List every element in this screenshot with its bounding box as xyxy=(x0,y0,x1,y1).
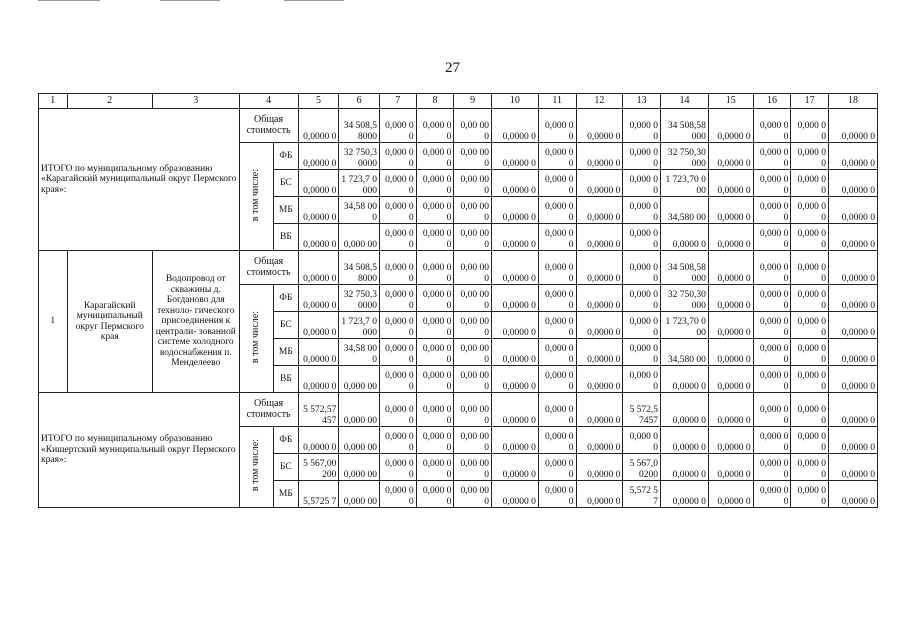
value-cell: 0,000 00 xyxy=(380,224,417,251)
value-cell: 0,000 00 xyxy=(623,285,661,312)
value-cell: 0,000 00 xyxy=(753,197,791,224)
row-name-source: ФБ xyxy=(274,427,298,454)
value-cell: 0,0000 0 xyxy=(829,251,878,285)
value-cell: 0,0000 0 xyxy=(829,170,878,197)
column-header: 14 xyxy=(661,94,709,109)
value-cell: 0,000 00 xyxy=(380,285,417,312)
value-cell: 0,0000 0 xyxy=(492,251,539,285)
value-cell: 0,000 00 xyxy=(538,366,576,393)
item-index: 1 xyxy=(39,251,68,393)
value-cell: 0,000 00 xyxy=(538,454,576,481)
value-cell: 0,000 00 xyxy=(339,481,380,508)
value-cell: 0,0000 0 xyxy=(492,143,539,170)
including-label xyxy=(239,427,274,508)
value-cell: 0,000 00 xyxy=(380,109,417,143)
value-cell: 0,0000 0 xyxy=(829,312,878,339)
value-cell: 0,0000 0 xyxy=(661,393,709,427)
value-cell: 0,000 00 xyxy=(791,312,829,339)
value-cell: 0,0000 0 xyxy=(576,197,623,224)
top-rule xyxy=(38,0,100,1)
value-cell: 0,000 00 xyxy=(753,109,791,143)
value-cell: 0,0000 0 xyxy=(829,285,878,312)
value-cell: 1 723,70 000 xyxy=(661,170,709,197)
table-row xyxy=(39,109,878,143)
value-cell: 0,0000 0 xyxy=(492,339,539,366)
value-cell: 0,0000 0 xyxy=(492,224,539,251)
value-cell: 0,000 00 xyxy=(791,393,829,427)
value-cell: 0,000 00 xyxy=(753,285,791,312)
value-cell: 0,000 00 xyxy=(753,251,791,285)
value-cell: 34 508,5 8000 xyxy=(339,109,380,143)
value-cell: 0,000 00 xyxy=(753,366,791,393)
value-cell: 0,000 00 xyxy=(538,143,576,170)
value-cell: 0,00 000 xyxy=(454,312,492,339)
value-cell: 0,000 00 xyxy=(416,109,454,143)
column-header: 18 xyxy=(829,94,878,109)
column-header: 8 xyxy=(416,94,454,109)
column-header: 5 xyxy=(298,94,339,109)
value-cell: 5 572,5 7457 xyxy=(623,393,661,427)
value-cell: 0,000 00 xyxy=(538,251,576,285)
value-cell: 0,0000 0 xyxy=(576,339,623,366)
value-cell: 0,000 00 xyxy=(623,224,661,251)
value-cell: 0,000 00 xyxy=(791,285,829,312)
row-name-source: БС xyxy=(274,170,298,197)
value-cell: 0,000 00 xyxy=(416,366,454,393)
value-cell: 0,0000 0 xyxy=(708,339,753,366)
value-cell: 0,000 00 xyxy=(791,339,829,366)
column-header: 13 xyxy=(623,94,661,109)
value-cell: 0,000 00 xyxy=(538,393,576,427)
value-cell: 0,000 00 xyxy=(380,427,417,454)
top-rule xyxy=(160,0,220,1)
value-cell: 0,00 000 xyxy=(454,366,492,393)
value-cell: 0,0000 0 xyxy=(576,312,623,339)
row-name-total: Общая стоимость xyxy=(239,393,298,427)
municipality-name: Карагайский муниципальный округ Пермского края xyxy=(67,251,153,393)
value-cell: 0,000 00 xyxy=(538,224,576,251)
value-cell: 0,000 00 xyxy=(623,339,661,366)
row-name-source: МБ xyxy=(274,481,298,508)
column-header: 15 xyxy=(708,94,753,109)
value-cell: 0,000 00 xyxy=(753,427,791,454)
row-name-source: БС xyxy=(274,312,298,339)
value-cell: 0,0000 0 xyxy=(661,454,709,481)
value-cell: 0,000 00 xyxy=(753,393,791,427)
value-cell: 0,000 00 xyxy=(753,224,791,251)
budget-table xyxy=(38,93,878,508)
value-cell: 0,000 00 xyxy=(623,251,661,285)
column-header: 9 xyxy=(454,94,492,109)
value-cell: 32 750,30 000 xyxy=(661,143,709,170)
value-cell: 0,0000 0 xyxy=(298,197,339,224)
value-cell: 0,00 000 xyxy=(454,285,492,312)
value-cell: 0,000 00 xyxy=(538,339,576,366)
value-cell: 0,000 00 xyxy=(753,454,791,481)
value-cell: 0,0000 0 xyxy=(829,339,878,366)
row-name-source: ФБ xyxy=(274,285,298,312)
value-cell: 0,0000 0 xyxy=(492,109,539,143)
value-cell: 0,0000 0 xyxy=(298,251,339,285)
value-cell: 0,000 00 xyxy=(538,285,576,312)
top-rule xyxy=(284,0,344,1)
value-cell: 0,0000 0 xyxy=(829,454,878,481)
value-cell: 0,0000 0 xyxy=(298,366,339,393)
value-cell: 0,0000 0 xyxy=(492,197,539,224)
value-cell: 34,58 000 xyxy=(339,197,380,224)
value-cell: 0,0000 0 xyxy=(829,197,878,224)
value-cell: 0,000 00 xyxy=(380,170,417,197)
value-cell: 0,0000 0 xyxy=(661,366,709,393)
value-cell: 1 723,7 0000 xyxy=(339,170,380,197)
value-cell: 0,00 000 xyxy=(454,197,492,224)
value-cell: 5 572,57 457 xyxy=(298,393,339,427)
value-cell: 0,000 00 xyxy=(538,170,576,197)
value-cell: 0,0000 0 xyxy=(661,481,709,508)
value-cell: 0,000 00 xyxy=(380,197,417,224)
value-cell: 0,0000 0 xyxy=(576,366,623,393)
value-cell: 0,0000 0 xyxy=(298,339,339,366)
value-cell: 0,000 00 xyxy=(791,454,829,481)
value-cell: 0,00 000 xyxy=(454,393,492,427)
value-cell: 0,0000 0 xyxy=(576,109,623,143)
value-cell: 0,0000 0 xyxy=(708,312,753,339)
value-cell: 0,000 00 xyxy=(791,109,829,143)
value-cell: 0,0000 0 xyxy=(708,366,753,393)
value-cell: 34 508,58 000 xyxy=(661,109,709,143)
column-header: 12 xyxy=(576,94,623,109)
row-name-total: Общая стоимость xyxy=(239,109,298,143)
value-cell: 0,0000 0 xyxy=(708,393,753,427)
value-cell: 0,000 00 xyxy=(416,143,454,170)
row-name-source: МБ xyxy=(274,339,298,366)
value-cell: 0,0000 0 xyxy=(829,224,878,251)
value-cell: 0,000 00 xyxy=(416,312,454,339)
value-cell: 0,00 000 xyxy=(454,427,492,454)
row-name-source: ВБ xyxy=(274,224,298,251)
value-cell: 0,0000 0 xyxy=(492,366,539,393)
page-number: 27 xyxy=(445,60,460,76)
value-cell: 0,0000 0 xyxy=(492,481,539,508)
value-cell: 0,0000 0 xyxy=(576,454,623,481)
value-cell: 0,000 00 xyxy=(623,197,661,224)
value-cell: 0,000 00 xyxy=(753,143,791,170)
value-cell: 34 508,58 000 xyxy=(661,251,709,285)
value-cell: 0,0000 0 xyxy=(576,170,623,197)
value-cell: 0,000 00 xyxy=(339,224,380,251)
value-cell: 5,572 57 xyxy=(623,481,661,508)
value-cell: 0,000 00 xyxy=(623,170,661,197)
value-cell: 0,0000 0 xyxy=(708,481,753,508)
value-cell: 0,0000 0 xyxy=(829,109,878,143)
column-header: 2 xyxy=(67,94,153,109)
table-row xyxy=(39,251,878,285)
column-header: 6 xyxy=(339,94,380,109)
value-cell: 0,0000 0 xyxy=(708,197,753,224)
value-cell: 0,000 00 xyxy=(623,312,661,339)
value-cell: 0,0000 0 xyxy=(576,393,623,427)
value-cell: 0,000 00 xyxy=(416,339,454,366)
value-cell: 0,0000 0 xyxy=(829,393,878,427)
value-cell: 0,0000 0 xyxy=(576,481,623,508)
row-name-source: МБ xyxy=(274,197,298,224)
value-cell: 0,000 00 xyxy=(416,170,454,197)
column-header: 17 xyxy=(791,94,829,109)
value-cell: 0,000 00 xyxy=(753,170,791,197)
value-cell: 0,0000 0 xyxy=(298,170,339,197)
value-cell: 0,000 00 xyxy=(791,481,829,508)
value-cell: 0,000 00 xyxy=(416,197,454,224)
row-name-source: БС xyxy=(274,454,298,481)
value-cell: 0,000 00 xyxy=(753,339,791,366)
value-cell: 0,000 00 xyxy=(538,197,576,224)
value-cell: 0,000 00 xyxy=(538,312,576,339)
value-cell: 0,000 00 xyxy=(416,224,454,251)
value-cell: 0,0000 0 xyxy=(492,170,539,197)
value-cell: 0,0000 0 xyxy=(708,427,753,454)
value-cell: 0,0000 0 xyxy=(298,312,339,339)
value-cell: 0,000 00 xyxy=(623,427,661,454)
value-cell: 1 723,7 0000 xyxy=(339,312,380,339)
value-cell: 0,00 000 xyxy=(454,224,492,251)
value-cell: 0,0000 0 xyxy=(829,427,878,454)
group-total-label: ИТОГО по муниципальному образованию «Кишертский муниципальный округ Пермского края»: xyxy=(39,393,240,508)
value-cell: 0,000 00 xyxy=(416,481,454,508)
including-label xyxy=(239,285,274,393)
value-cell: 0,000 00 xyxy=(753,312,791,339)
value-cell: 0,000 00 xyxy=(339,366,380,393)
value-cell: 0,0000 0 xyxy=(492,312,539,339)
value-cell: 0,0000 0 xyxy=(576,427,623,454)
value-cell: 0,0000 0 xyxy=(708,285,753,312)
value-cell: 0,0000 0 xyxy=(492,427,539,454)
value-cell: 0,000 00 xyxy=(623,109,661,143)
column-header: 11 xyxy=(538,94,576,109)
column-header: 7 xyxy=(380,94,417,109)
value-cell: 0,000 00 xyxy=(538,427,576,454)
value-cell: 0,0000 0 xyxy=(576,251,623,285)
value-cell: 0,000 00 xyxy=(416,454,454,481)
object-description: Водопровод от скважины д. Богданово для техноло- гического присоединения к централи- зованной системе холодного водоснабжения п. Менделеево xyxy=(153,251,240,393)
including-text: в том числе: xyxy=(250,310,262,363)
value-cell: 0,000 00 xyxy=(380,393,417,427)
value-cell: 0,00 000 xyxy=(454,251,492,285)
value-cell: 5,5725 7 xyxy=(298,481,339,508)
value-cell: 0,00 000 xyxy=(454,143,492,170)
including-text: в том числе: xyxy=(250,168,262,221)
value-cell: 0,000 00 xyxy=(380,143,417,170)
value-cell: 0,0000 0 xyxy=(298,224,339,251)
value-cell: 0,0000 0 xyxy=(708,224,753,251)
value-cell: 0,0000 0 xyxy=(829,481,878,508)
header-row xyxy=(39,94,878,109)
group-total-label: ИТОГО по муниципальному образованию «Карагайский муниципальный округ Пермского края»: xyxy=(39,109,240,251)
value-cell: 0,000 00 xyxy=(416,393,454,427)
value-cell: 34,580 00 xyxy=(661,197,709,224)
value-cell: 32 750,3 0000 xyxy=(339,143,380,170)
value-cell: 32 750,3 0000 xyxy=(339,285,380,312)
value-cell: 0,000 00 xyxy=(791,251,829,285)
value-cell: 0,0000 0 xyxy=(829,366,878,393)
value-cell: 0,0000 0 xyxy=(576,224,623,251)
value-cell: 0,0000 0 xyxy=(661,427,709,454)
value-cell: 0,000 00 xyxy=(380,339,417,366)
value-cell: 5 567,00 200 xyxy=(298,454,339,481)
value-cell: 0,000 00 xyxy=(791,427,829,454)
value-cell: 0,0000 0 xyxy=(576,143,623,170)
value-cell: 0,00 000 xyxy=(454,109,492,143)
value-cell: 34 508,5 8000 xyxy=(339,251,380,285)
value-cell: 0,000 00 xyxy=(753,481,791,508)
value-cell: 34,580 00 xyxy=(661,339,709,366)
value-cell: 0,000 00 xyxy=(416,285,454,312)
value-cell: 0,0000 0 xyxy=(708,251,753,285)
value-cell: 0,000 00 xyxy=(623,366,661,393)
value-cell: 0,000 00 xyxy=(416,427,454,454)
value-cell: 0,000 00 xyxy=(623,143,661,170)
value-cell: 0,0000 0 xyxy=(492,285,539,312)
value-cell: 0,000 00 xyxy=(339,427,380,454)
value-cell: 0,000 00 xyxy=(380,312,417,339)
value-cell: 0,0000 0 xyxy=(661,224,709,251)
value-cell: 0,0000 0 xyxy=(492,454,539,481)
value-cell: 0,000 00 xyxy=(538,109,576,143)
column-header: 1 xyxy=(39,94,68,109)
value-cell: 0,0000 0 xyxy=(298,143,339,170)
value-cell: 0,00 000 xyxy=(454,170,492,197)
value-cell: 0,000 00 xyxy=(380,251,417,285)
value-cell: 0,0000 0 xyxy=(708,170,753,197)
value-cell: 1 723,70 000 xyxy=(661,312,709,339)
table-row xyxy=(39,393,878,427)
column-header: 3 xyxy=(153,94,240,109)
value-cell: 0,0000 0 xyxy=(708,454,753,481)
value-cell: 0,0000 0 xyxy=(708,143,753,170)
value-cell: 0,0000 0 xyxy=(492,393,539,427)
value-cell: 32 750,30 000 xyxy=(661,285,709,312)
row-name-source: ВБ xyxy=(274,366,298,393)
value-cell: 0,0000 0 xyxy=(576,285,623,312)
value-cell: 0,000 00 xyxy=(791,197,829,224)
including-text: в том числе: xyxy=(250,439,262,492)
value-cell: 0,0000 0 xyxy=(708,109,753,143)
value-cell: 0,000 00 xyxy=(416,251,454,285)
value-cell: 0,000 00 xyxy=(380,366,417,393)
value-cell: 0,000 00 xyxy=(791,366,829,393)
value-cell: 0,000 00 xyxy=(380,481,417,508)
value-cell: 0,000 00 xyxy=(791,224,829,251)
value-cell: 0,0000 0 xyxy=(298,427,339,454)
column-header: 4 xyxy=(239,94,298,109)
value-cell: 0,00 000 xyxy=(454,481,492,508)
value-cell: 0,000 00 xyxy=(538,481,576,508)
value-cell: 0,000 00 xyxy=(791,143,829,170)
value-cell: 0,0000 0 xyxy=(298,109,339,143)
value-cell: 0,000 00 xyxy=(339,393,380,427)
value-cell: 0,00 000 xyxy=(454,454,492,481)
value-cell: 0,000 00 xyxy=(380,454,417,481)
value-cell: 0,00 000 xyxy=(454,339,492,366)
row-name-total: Общая стоимость xyxy=(239,251,298,285)
value-cell: 34,58 000 xyxy=(339,339,380,366)
column-header: 16 xyxy=(753,94,791,109)
value-cell: 0,0000 0 xyxy=(298,285,339,312)
value-cell: 0,000 00 xyxy=(339,454,380,481)
value-cell: 0,0000 0 xyxy=(829,143,878,170)
row-name-source: ФБ xyxy=(274,143,298,170)
column-header: 10 xyxy=(492,94,539,109)
value-cell: 0,000 00 xyxy=(791,170,829,197)
value-cell: 5 567,0 0200 xyxy=(623,454,661,481)
including-label xyxy=(239,143,274,251)
